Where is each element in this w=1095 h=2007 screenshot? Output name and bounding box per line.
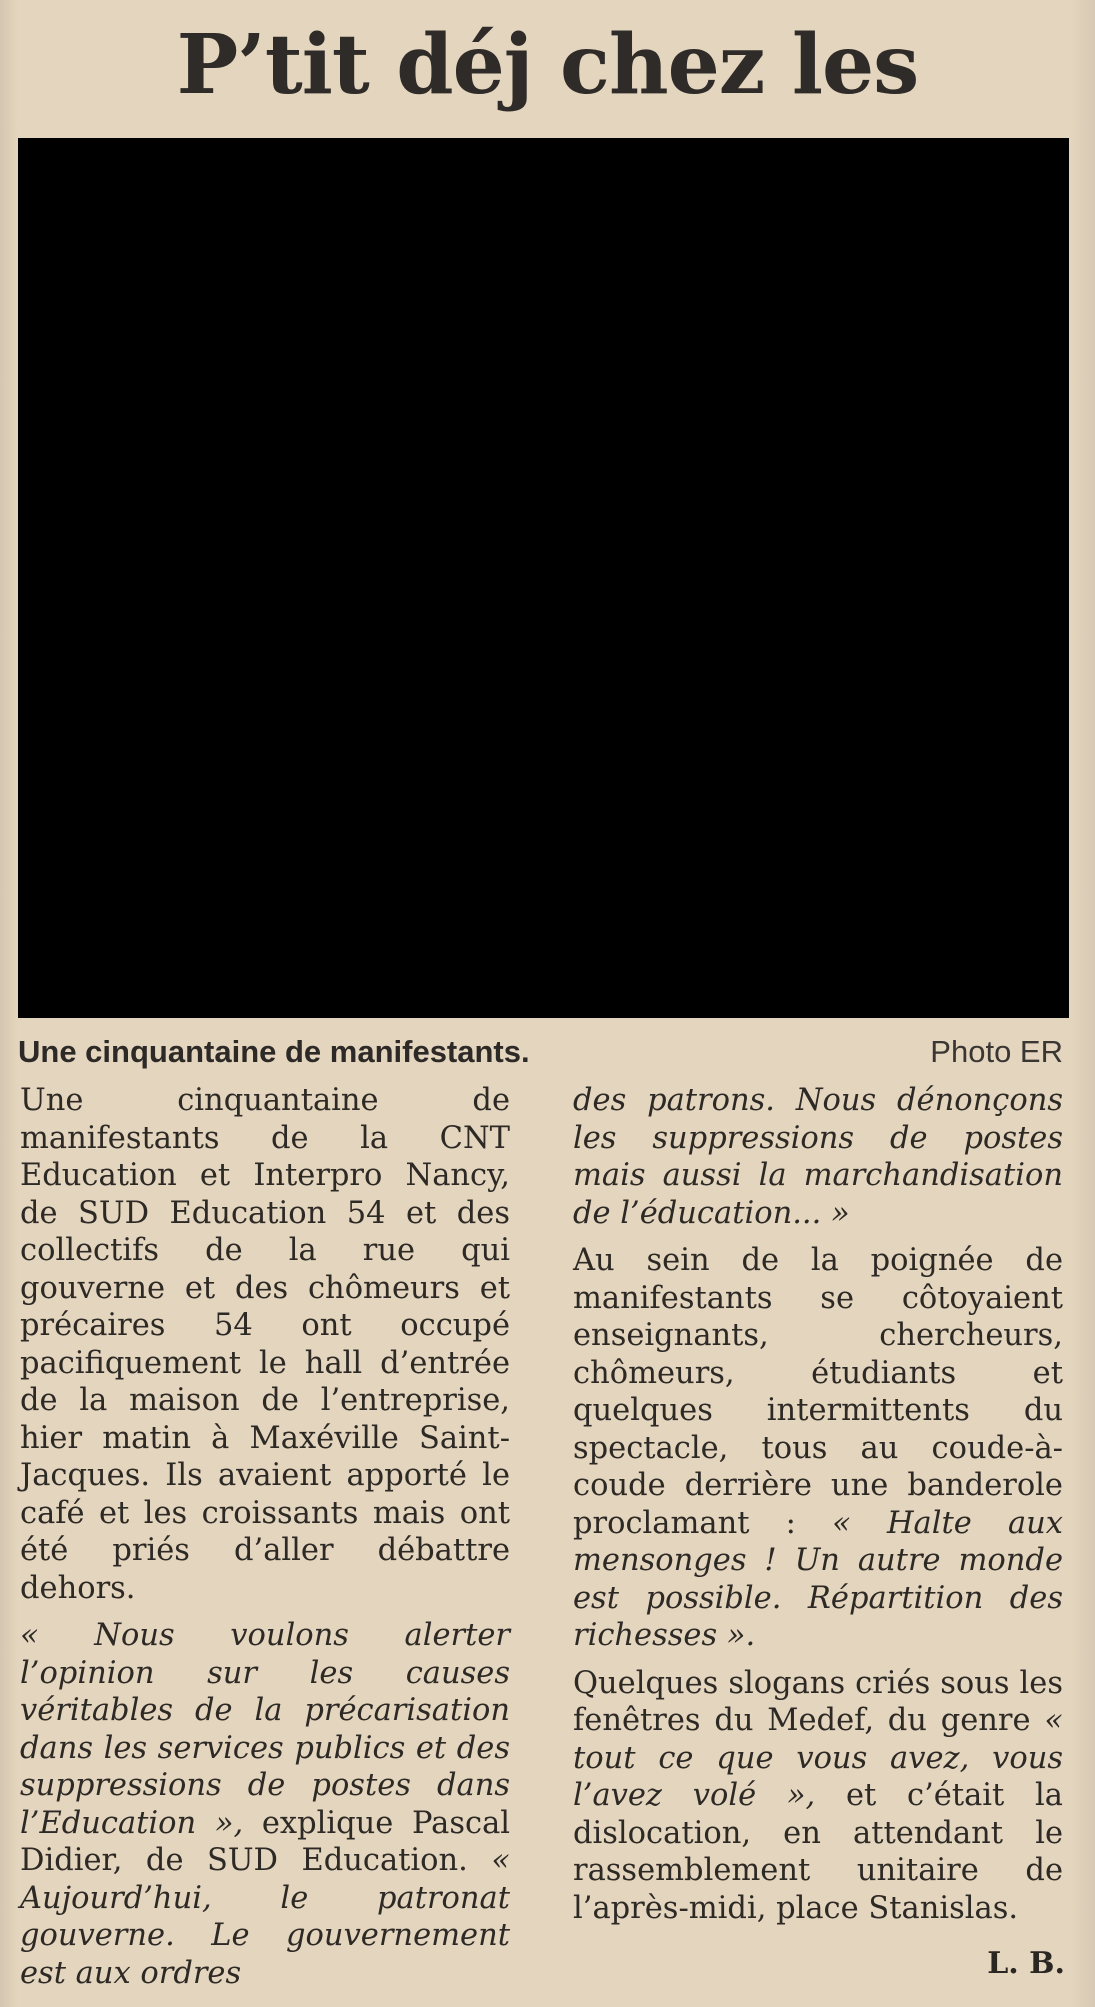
headline: P’tit déj chez les xyxy=(176,17,919,113)
paragraph-3 xyxy=(573,1242,1063,1655)
paragraph-2-continued xyxy=(573,1082,1063,1232)
paragraph-1: Une cinquantaine de manifestants de la CNT Education et Interpro Nancy, de SUD Education 54 et des collectifs de la rue qui gouverne et des chômeurs et précaires 54 ont occupé pacifiquement le hall d’entrée de la maison de l’entreprise, hier matin à Maxéville Saint-Jacques. Ils avaient apporté le café et les croissants mais ont été priés d’aller débattre dehors. xyxy=(20,1083,510,1606)
quote-1: « Nous voulons alerter l’opinion sur les causes véritables de la précarisation dans les services publics et des suppressions de postes dans l’Education », xyxy=(20,1618,510,1841)
caption-text: Une cinquantaine de manifestants. xyxy=(18,1034,530,1069)
paragraph-3-text: Au sein de la poignée de manifestants se côtoyaient enseignants, chercheurs, chômeurs, étudiants et quelques intermittents du spectacle, tous au coude-à-coude derrière une banderole proclamant : xyxy=(573,1243,1063,1541)
photo-credit: Photo ER xyxy=(930,1034,1063,1069)
redacted-photo xyxy=(18,138,1069,1018)
slogan-quote: « tout ce que vous avez, vous l’avez volé », xyxy=(573,1703,1063,1813)
column-right xyxy=(573,1082,1063,1937)
quote-2-end: des patrons. Nous dénonçons les suppressions de postes mais aussi la marchandisation de l’éducation... » xyxy=(573,1083,1063,1231)
attribution: explique Pascal Didier, de SUD Education. xyxy=(20,1805,511,1878)
paragraph-4-text-a: Quelques slogans criés sous les fenêtres du Medef, du genre xyxy=(573,1665,1063,1738)
paragraph-4-text-b: et c’était la dislocation, en attendant le rassemblement unitaire de l’après-midi, place Stanislas. xyxy=(573,1778,1063,1926)
quote-2-start: « Aujourd’hui, le patronat gouverne. Le gouvernement est aux ordres xyxy=(20,1843,510,1991)
column-left xyxy=(20,1082,510,2002)
author-signature: L. B. xyxy=(987,1946,1065,1981)
photo-caption xyxy=(18,1030,1063,1074)
paragraph-4 xyxy=(573,1665,1063,1928)
paragraph-2 xyxy=(20,1617,510,1992)
banner-quote: « Halte aux mensonges ! Un autre monde est possible. Répartition des richesses ». xyxy=(573,1505,1063,1653)
